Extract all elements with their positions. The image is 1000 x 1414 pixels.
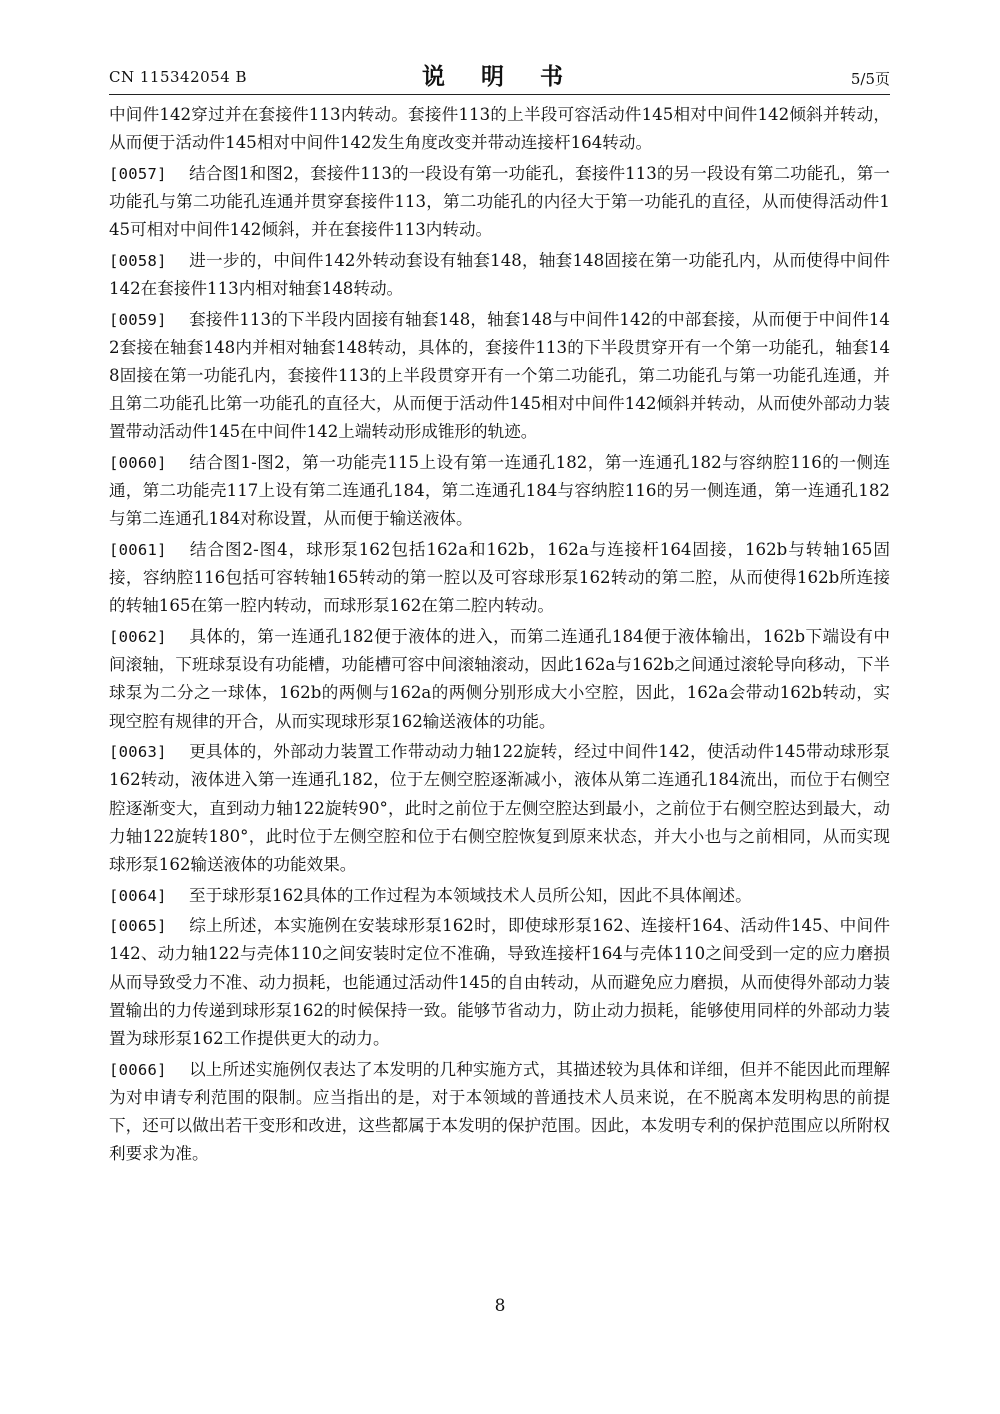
- paragraph-0066: [109, 1056, 890, 1169]
- paragraph-0065: [109, 912, 890, 1053]
- paragraph-number: [0058]: [109, 251, 167, 270]
- paragraph-number: [0059]: [109, 310, 167, 329]
- paragraph-text: 具体的，第一连通孔182便于液体的进入，而第二连通孔184便于液体输出，162b下端设有中间滚轴，下班球泵设有功能槽，功能槽可容中间滚轴滚动，因此162a与162b之间通过滚轮导向移动，下半球泵为二分之一球体，162b的两侧与162a的两侧分别形成大小空腔，因此，162a会带动162b转动，实现空腔有规律的开合，从而实现球形泵162输送液体的功能。: [109, 627, 890, 731]
- page-header: [109, 54, 890, 94]
- paragraph-0057: [109, 160, 890, 245]
- paragraph-text: 结合图2-图4，球形泵162包括162a和162b，162a与连接杆164固接，162b与转轴165固接，容纳腔116包括可容转轴165转动的第一腔以及可容球形泵162转动的第二腔，从而使得162b所连接的转轴165在第一腔内转动，而球形泵162在第二腔内转动。: [109, 540, 890, 616]
- paragraph-0061: [109, 536, 890, 621]
- paragraph-text: 进一步的，中间件142外转动套设有轴套148，轴套148固接在第一功能孔内，从而使得中间件142在套接件113内相对轴套148转动。: [109, 250, 890, 298]
- paragraph-continued: [109, 101, 890, 157]
- page-info: 5/5页: [850, 70, 890, 88]
- paragraph-text: 中间件142穿过并在套接件113内转动。套接件113的上半段可容活动件145相对中间件142倾斜并转动，从而便于活动件145相对中间件142发生角度改变并带动连接杆164转动。: [109, 105, 890, 153]
- paragraph-text: 以上所述实施例仅表达了本发明的几种实施方式，其描述较为具体和详细，但并不能因此而理解为对申请专利范围的限制。应当指出的是，对于本领域的普通技术人员来说，在不脱离本发明构思的前提下，还可以做出若干变形和改进，这些都属于本发明的保护范围。因此，本发明专利的保护范围应以所附权利要求为准。: [109, 1059, 890, 1164]
- document-body: [109, 101, 890, 1171]
- paragraph-number: [0063]: [109, 743, 167, 762]
- paragraph-text: 套接件113的下半段内固接有轴套148，轴套148与中间件142的中部套接，从而便于中间件142套接在轴套148内并相对轴套148转动，具体的，套接件113的下半段贯穿开有一个第一功能孔，轴套148固接在第一功能孔内，套接件113的上半段贯穿开有一个第二功能孔，第二功能孔与第一功能孔连通，并且第二功能孔比第一功能孔的直径大，从而便于活动件145相对中间件142倾斜并转动，从而使外部动力装置带动活动件145在中间件142上端转动形成锥形的轨迹。: [109, 309, 890, 442]
- document-title: 说 明 书: [421, 63, 577, 90]
- page-number: 8: [494, 1296, 506, 1316]
- patent-number: CN 115342054 B: [109, 68, 248, 86]
- paragraph-text: 结合图1-图2，第一功能壳115上设有第一连通孔182，第一连通孔182与容纳腔116的一侧连通，第二功能壳117上设有第二连通孔184，第二连通孔184与容纳腔116的另一侧连通，第一连通孔182与第二连通孔184对称设置，从而便于输送液体。: [109, 453, 890, 529]
- paragraph-text: 更具体的，外部动力装置工作带动动力轴122旋转，经过中间件142，使活动件145带动球形泵162转动，液体进入第一连通孔182，位于左侧空腔逐渐减小，液体从第二连通孔184流出，而位于右侧空腔逐渐变大，直到动力轴122旋转90°，此时之前位于左侧空腔达到最小，之前位于右侧空腔达到最大，动力轴122旋转180°，此时位于左侧空腔和位于右侧空腔恢复到原来状态，并大小也与之前相同，从而实现球形泵162输送液体的功能效果。: [109, 742, 890, 875]
- header-divider: [109, 94, 890, 95]
- paragraph-0064: [109, 882, 890, 910]
- paragraph-0062: [109, 623, 890, 736]
- paragraph-text: 综上所述，本实施例在安装球形泵162时，即使球形泵162、连接杆164、活动件145、中间件142、动力轴122与壳体110之间安装时定位不准确，导致连接杆164与壳体110之间受到一定的应力磨损从而导致受力不准、动力损耗，也能通过活动件145的自由转动，从而避免应力磨损，从而使得外部动力装置输出的力传递到球形泵162的时候保持一致。能够节省动力，防止动力损耗，能够使用同样的外部动力装置为球形泵162工作提供更大的动力。: [109, 916, 890, 1049]
- paragraph-number: [0060]: [109, 454, 167, 472]
- paragraph-number: [0064]: [109, 886, 167, 905]
- paragraph-number: [0061]: [109, 541, 167, 559]
- paragraph-number: [0065]: [109, 917, 167, 936]
- paragraph-0058: [109, 247, 890, 303]
- paragraph-0059: [109, 306, 890, 447]
- paragraph-number: [0062]: [109, 628, 167, 646]
- paragraph-text: 结合图1和图2，套接件113的一段设有第一功能孔，套接件113的另一段设有第二功能孔，第一功能孔与第二功能孔连通并贯穿套接件113，第二功能孔的内径大于第一功能孔的直径，从而使得活动件145可相对中间件142倾斜，并在套接件113内转动。: [109, 163, 890, 240]
- paragraph-text: 至于球形泵162具体的工作过程为本领域技术人员所公知，因此不具体阐述。: [189, 885, 752, 905]
- paragraph-0063: [109, 738, 890, 879]
- paragraph-0060: [109, 449, 890, 534]
- paragraph-number: [0066]: [109, 1060, 167, 1079]
- paragraph-number: [0057]: [109, 164, 167, 183]
